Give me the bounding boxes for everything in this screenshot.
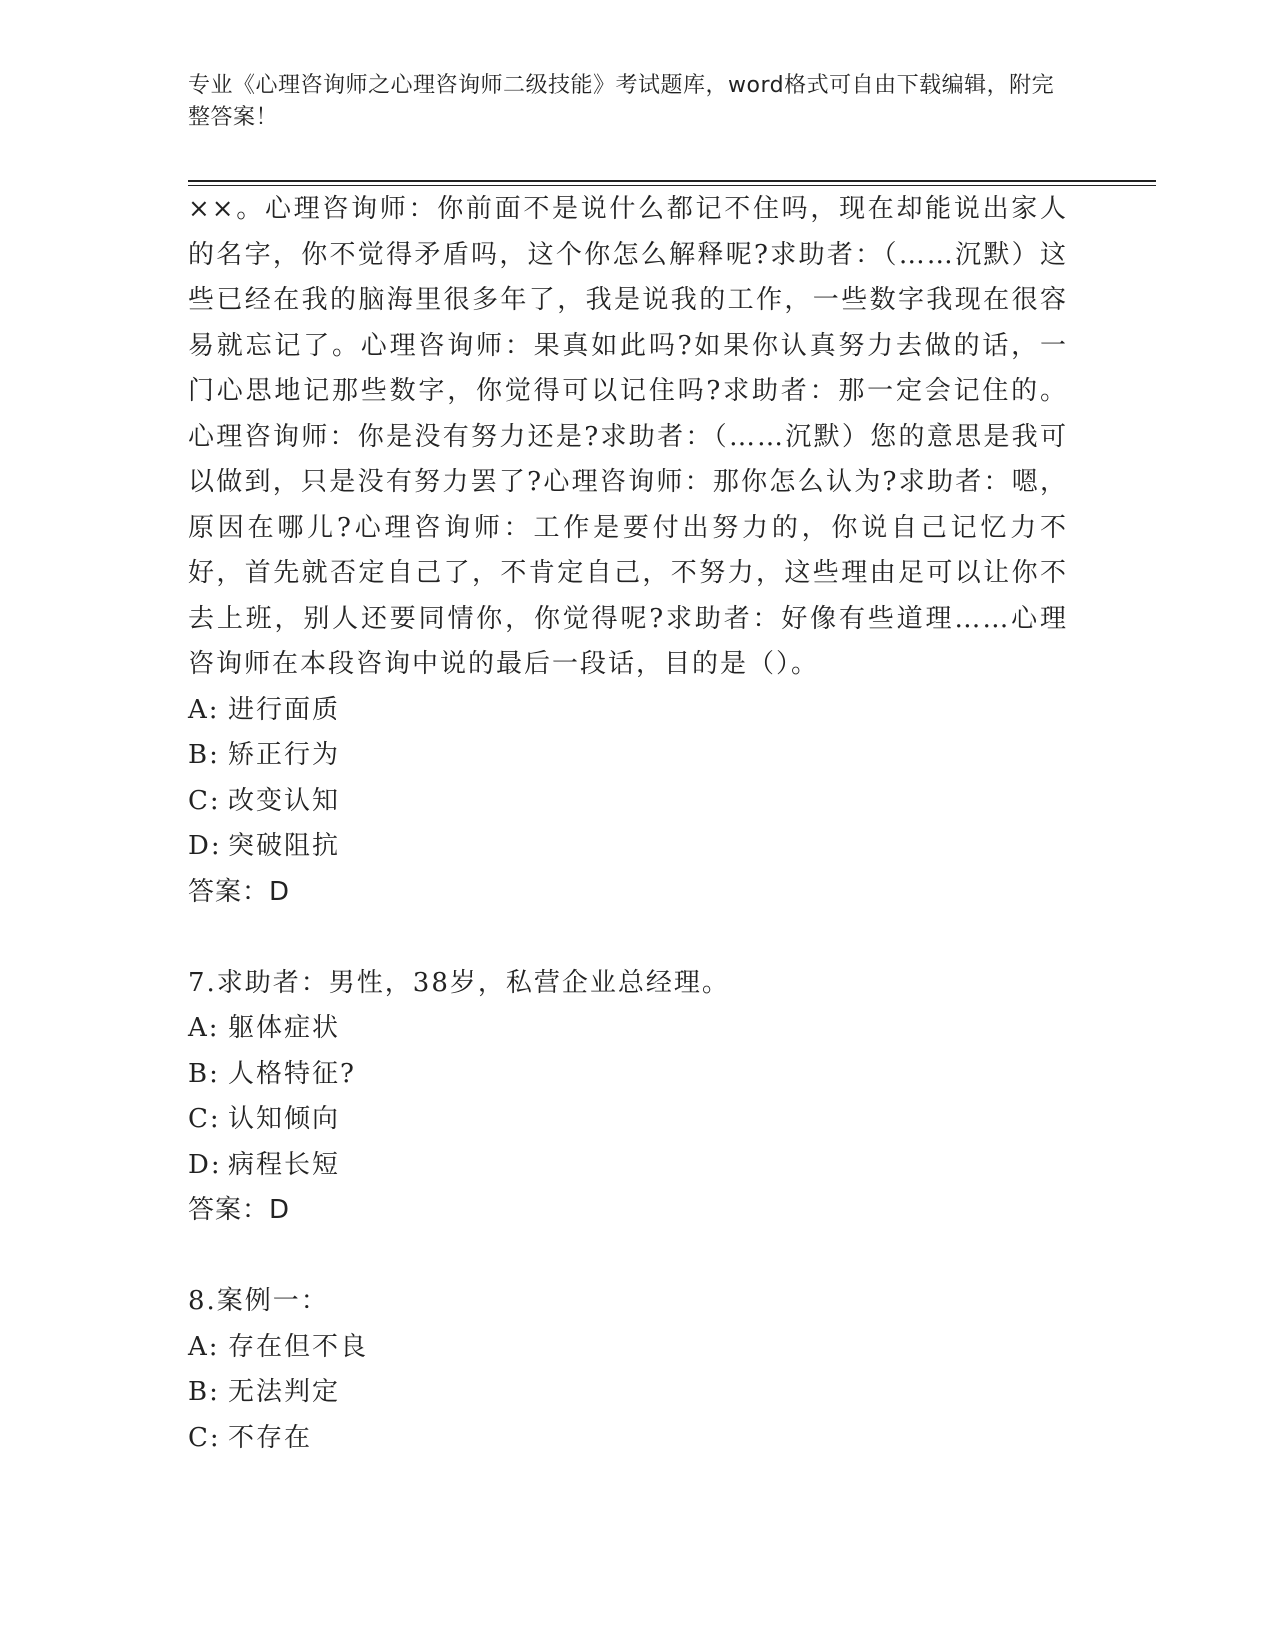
spacer bbox=[188, 1234, 1068, 1280]
option-c bbox=[188, 1097, 1068, 1143]
option-text: 人格特征? bbox=[228, 1058, 356, 1089]
option-text: 存在但不良 bbox=[228, 1331, 369, 1362]
spacer bbox=[188, 915, 1068, 961]
option-key: A: bbox=[188, 694, 220, 725]
option-key: C: bbox=[188, 1422, 221, 1453]
option-text: 矫正行为 bbox=[228, 740, 341, 770]
question-text: 8.案例一： bbox=[188, 1286, 329, 1316]
document-title: 专业《心理咨询师之心理咨询师二级技能》考试题库，word格式可自由下载编辑，附完整答案！ bbox=[188, 73, 1055, 130]
question-text: ××。心理咨询师：你前面不是说什么都记不住吗，现在却能说出家人的名字，你不觉得矛盾吗，这个你怎么解释呢?求助者：（……沉默）这些已经在我的脑海里很多年了，我是说我的工作，一些数字我现在很容易就忘记了。心理咨询师：果真如此吗?如果你认真努力去做的话，一门心思地记那些数字，你觉得可以记住吗?求助者：那一定会记住的。心理咨询师：你是没有努力还是?求助者：（……沉默）您的意思是我可以做到，只是没有努力罢了?心理咨询师：那你怎么认为?求助者：嗯，原因在哪儿?心理咨询师：工作是要付出努力的，你说自己记忆力不好，首先就否定自己了，不肯定自己，不努力，这些理由足可以让你不去上班，别人还要同情你，你觉得呢?求助者：好像有些道理……心理咨询师在本段咨询中说的最后一段话，目的是（）。 bbox=[188, 194, 1068, 679]
option-text: 无法判定 bbox=[228, 1377, 341, 1407]
answer-line: 答案：D bbox=[188, 876, 291, 907]
option-key: B: bbox=[188, 1377, 220, 1407]
option-key: D: bbox=[188, 1149, 222, 1180]
header-rule-thin bbox=[188, 185, 1156, 186]
option-a bbox=[188, 1006, 1068, 1052]
option-d bbox=[188, 1143, 1068, 1189]
option-c bbox=[188, 779, 1068, 825]
document-header bbox=[188, 70, 1068, 134]
option-text: 不存在 bbox=[228, 1422, 313, 1453]
option-key: B: bbox=[188, 740, 220, 770]
option-b bbox=[188, 1052, 1068, 1098]
option-text: 认知倾向 bbox=[228, 1104, 341, 1134]
option-text: 突破阻抗 bbox=[228, 831, 341, 861]
option-text: 改变认知 bbox=[228, 785, 341, 816]
question-list bbox=[188, 187, 1068, 1461]
option-key: C: bbox=[188, 1104, 221, 1134]
option-b bbox=[188, 1370, 1068, 1416]
option-key: A: bbox=[188, 1331, 220, 1362]
answer-line: 答案：D bbox=[188, 1195, 291, 1225]
header-rule-thick bbox=[188, 180, 1156, 182]
option-c bbox=[188, 1416, 1068, 1462]
option-key: D: bbox=[188, 831, 222, 861]
question-block bbox=[188, 961, 1068, 1234]
option-text: 躯体症状 bbox=[228, 1013, 341, 1043]
option-key: C: bbox=[188, 785, 221, 816]
option-a bbox=[188, 688, 1068, 734]
question-block bbox=[188, 187, 1068, 915]
option-key: A: bbox=[188, 1013, 220, 1043]
question-block bbox=[188, 1279, 1068, 1461]
option-key: B: bbox=[188, 1058, 220, 1089]
question-text: 7.求助者：男性，38岁，私营企业总经理。 bbox=[188, 967, 730, 998]
option-text: 进行面质 bbox=[228, 694, 341, 725]
option-a bbox=[188, 1325, 1068, 1371]
option-d bbox=[188, 824, 1068, 870]
option-b bbox=[188, 733, 1068, 779]
option-text: 病程长短 bbox=[228, 1149, 341, 1180]
